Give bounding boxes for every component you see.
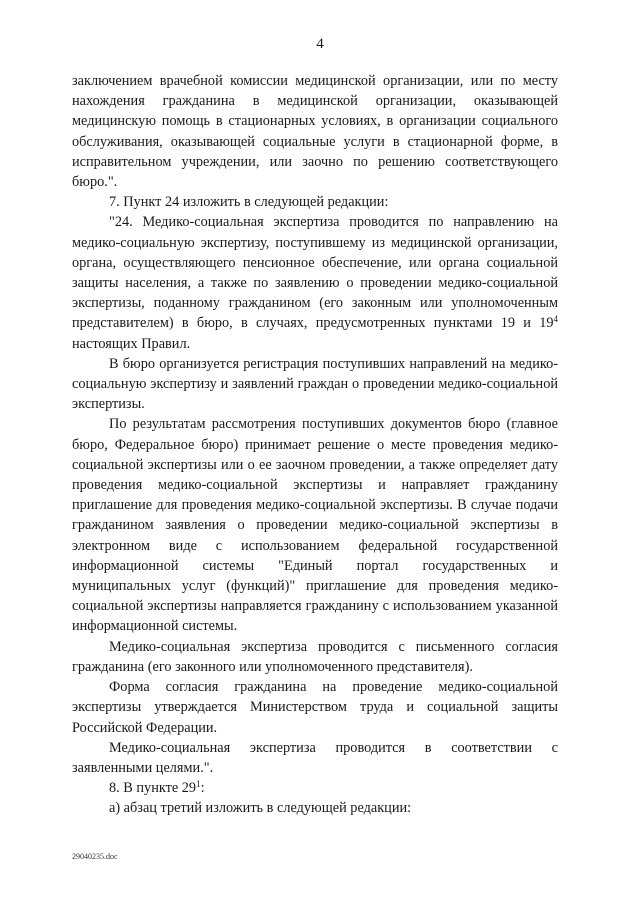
page-number: 4 bbox=[316, 36, 324, 52]
superscript-1: 1 bbox=[196, 779, 201, 790]
superscript-4: 4 bbox=[553, 314, 558, 325]
footer-document-code: 29040235.doc bbox=[72, 852, 118, 861]
item-8-text: 8. В пункте 29 bbox=[109, 780, 197, 797]
paragraph-goals: Медико-социальная экспертиза проводится в соответствии с заявленными целями.". bbox=[72, 739, 558, 776]
item-8-colon: : bbox=[200, 780, 205, 797]
point-24-text-end: настоящих Правил. bbox=[72, 335, 191, 352]
paragraph-continuation: заключением врачебной комиссии медицинской организации, или по месту нахождения гражданина в медицинской организации, оказывающей медицинскую помощь в стационарных условиях, в организации социального обслуживания, оказывающей социальные услуги в стационарной форме, в исправительном учреждении, или заочно по решению соответствующего бюро.". bbox=[72, 73, 558, 191]
paragraph-decision: По результатам рассмотрения поступивших документов бюро (главное бюро, Федеральное бюро) принимает решение о месте проведения медико-социальной экспертизы или о ее заочном проведении, а также определяет дату проведения медико-социальной экспертизы и направляет гражданину приглашение для проведения медико-социальной экспертизы. В случае подачи гражданином заявления о проведении медико-социальной экспертизы в электронном виде с использованием федеральной государственной информационной системы "Единый портал государственных и муниципальных услуг (функций)" приглашение для проведения медико-социальной экспертизы направляется гражданину с использованием указанной информационной системы. bbox=[72, 416, 558, 635]
point-24-text: "24. Медико-социальная экспертиза проводится по направлению на медико-социальную экспертизу, поступившему из медицинской организации, органа, осуществляющего пенсионное обеспечение, или органа социальной защиты населения, а также по заявлению о проведении медико-социальной экспертизы, поданному гражданином (его законным или уполномоченным представителем) в бюро, в случаях, предусмотренных пунктами 19 и 19 bbox=[72, 214, 558, 332]
paragraph-registration: В бюро организуется регистрация поступивших направлений на медико-социальную экспертизу и заявлений граждан о проведении медико-социальной экспертизы. bbox=[72, 355, 558, 413]
document-body bbox=[72, 71, 558, 819]
paragraph-item-7: 7. Пункт 24 изложить в следующей редакции: bbox=[109, 194, 389, 211]
paragraph-item-8 bbox=[72, 778, 558, 798]
paragraph-consent-form: Форма согласия гражданина на проведение медико-социальной экспертизы утверждается Министерством труда и социальной защиты Российской Федерации. bbox=[72, 679, 558, 736]
paragraph-consent: Медико-социальная экспертиза проводится с письменного согласия гражданина (его законного или уполномоченного представителя). bbox=[72, 638, 558, 675]
paragraph-subitem-a: а) абзац третий изложить в следующей редакции: bbox=[109, 800, 412, 817]
paragraph-point-24 bbox=[72, 212, 558, 353]
